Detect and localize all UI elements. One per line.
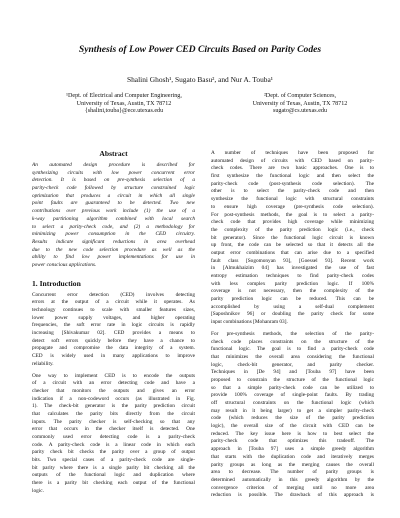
text-line: accomplished by using a self-dual complement xyxy=(211,303,374,310)
text-line: so that a simple parity-check code can be utilized to xyxy=(211,384,374,391)
text-line: the complexity of the parity prediction logic (i.e., check xyxy=(211,226,374,233)
affiliation-line: University of Texas, Austin, TX 78712 xyxy=(76,100,172,107)
text-line: technology continues to scale with smaller features sizes, xyxy=(32,307,195,313)
text-line: errors at the output of a circuit while it operates. As xyxy=(32,299,195,306)
paper-title: Synthesis of Low Power CED Circuits Based on Parity Codes xyxy=(78,44,322,55)
text-line: code. A parity-check code is a linear code in which each xyxy=(32,441,195,448)
text-line: functional logic. The goal is to find a parity-check code xyxy=(211,346,374,353)
text-line: For post-synthesis methods, the goal is to select a parity- xyxy=(211,211,374,218)
text-line: lower power supply voltages, and higher operating xyxy=(32,314,195,321)
text-line: logic. xyxy=(32,487,44,494)
text-line: inputs. The parity checker is self-checking so that any xyxy=(32,418,195,425)
left-column xyxy=(32,148,195,496)
text-line: approach in [Touba 97] uses a simple greedy algorithm xyxy=(211,446,374,453)
affiliation-email: sugato@cs.utexas.edu xyxy=(272,108,327,115)
text-line: CED is widely used in many applications to improve xyxy=(32,353,195,360)
abstract-text xyxy=(32,162,195,270)
text-line: area to decrease. The number of parity groups is xyxy=(211,469,374,476)
right-paragraph-1 xyxy=(211,150,374,327)
text-line: to select a parity-check code, and (2) a methodology for xyxy=(32,223,195,230)
text-line: optimization that produces a circuit in which all single xyxy=(32,192,195,199)
intro-paragraph-2 xyxy=(32,373,195,496)
text-line: output error combinations that can arise due to a specified xyxy=(211,249,374,256)
text-line: commonly used error detecting code is a parity-check xyxy=(32,434,195,440)
text-line: parity check bit checks the parity over a group of output xyxy=(32,449,195,456)
text-line: contributions over previous work include (1) the use of a xyxy=(32,208,195,215)
text-line: code (which reduces the size of the parity prediction xyxy=(211,415,374,422)
text-line: point faults are guaranteed to be detected. Two new xyxy=(32,200,195,207)
text-line: with less complex parity prediction logic. If 100% xyxy=(211,280,374,287)
text-line: bits. Two special cases of a parity-check code are single- xyxy=(32,457,195,464)
text-line: that calculates the parity bits directly from the circuit xyxy=(32,410,195,417)
text-line: in [Almukhaizim 04] has investigated the use of fast xyxy=(211,265,374,272)
text-line: Concurrent error detection (CED) involves detecting xyxy=(32,291,195,298)
text-line: there is a parity bit checking each output of the functional xyxy=(32,480,195,487)
text-line: provide 100% coverage of single-point faults. By trading xyxy=(211,392,374,399)
text-line: parity-check code (post-synthesis code selection). The xyxy=(211,180,374,187)
text-line: input combinations [Mohanram 03]. xyxy=(211,319,288,326)
text-line: 1). The check-bit generator is the parity prediction circuit xyxy=(32,403,195,410)
text-line: error that occurs in the checker itself is detected. One xyxy=(32,426,195,433)
text-line: For pre-synthesis methods, the selection of the parity- xyxy=(211,330,374,337)
text-line: due to the new code selection procedure as well as the xyxy=(32,246,195,253)
text-line: reduced. The key issue here is how to best select the xyxy=(211,430,374,437)
text-line: that starts with the duplication code and iteratively merges xyxy=(211,453,374,460)
text-line: logic), the overall size of the circuit with CED can be xyxy=(211,423,374,430)
text-line: logic, check-bit generator, and parity checker. xyxy=(211,361,374,368)
text-line: to ensure high coverage (pre-synthesis code selection). xyxy=(211,203,374,210)
text-line: parity-check code followed by structure constrained logic xyxy=(32,185,195,192)
text-line: checker that monitors the outputs and gives an error xyxy=(32,387,195,394)
text-line: detect soft errors quickly before they have a chance to xyxy=(32,337,195,344)
text-line: ability to find low power implementations for use in xyxy=(32,254,195,261)
affiliation-line: University of Texas, Austin, TX 78712 xyxy=(252,100,348,107)
text-line: outputs of the functional logic and duplication where xyxy=(32,472,195,479)
author-list: Shalini Ghosh¹, Sugato Basu², and Nur A. Touba¹ xyxy=(127,75,273,84)
text-line: that minimizes the overall area considering the functional xyxy=(211,353,374,360)
text-line: bit generator). Since the functional logic circuit is known xyxy=(211,234,374,241)
text-line: parity prediction logic can be reduced. This can be xyxy=(211,296,374,303)
text-line: A number of techniques have been proposed for xyxy=(211,150,374,156)
right-paragraph-2 xyxy=(211,331,374,500)
text-line: may result in it being larger) to get a simpler parity-check xyxy=(211,407,374,414)
text-line: reduction is possible. The drawback of this approach is xyxy=(211,492,374,499)
text-line: reliability. xyxy=(32,360,54,367)
intro-paragraph-1 xyxy=(32,292,195,369)
text-line: propagate and compromise the data integrity of a system. xyxy=(32,345,195,352)
text-line: check code that provides high coverage while minimizing xyxy=(211,219,374,226)
text-line: An automated design procedure is described for xyxy=(32,162,195,168)
text-line: k-way partitioning algorithm combined with local search xyxy=(32,215,195,222)
text-line: Results indicate significant reductions in area overhead xyxy=(32,238,195,245)
text-line: One way to implement CED is to encode the outputs xyxy=(32,372,195,379)
affiliation-left xyxy=(44,93,204,116)
affiliation-right xyxy=(220,93,380,116)
text-line: up front, the code can be selected so that it detects all the xyxy=(211,242,374,249)
text-line: indication if a non-codeword occurs (as illustrated in Fig. xyxy=(32,395,195,402)
text-line: increasing [Shivakumar 02]. CED provides a means to xyxy=(32,330,195,337)
text-line: convergence criterion of merging until no more area xyxy=(211,484,374,491)
abstract-heading: Abstract xyxy=(99,149,128,158)
introduction-heading: 1. Introduction xyxy=(32,278,81,288)
text-line: parity-check code that optimizes this tradeoff. The xyxy=(211,438,374,445)
text-line: minimizing power consumption in the CED circuitry. xyxy=(32,231,195,238)
right-column xyxy=(211,150,374,500)
text-line: fault class [Sogomonyan 93], [Goessel 93]. Recent work xyxy=(211,257,374,264)
affiliation-email: {shalini,touba}@ece.utexas.edu xyxy=(84,108,164,115)
text-line: entropy estimation techniques to find parity-check codes xyxy=(211,273,374,279)
affiliation-line: ²Dept. of Computer Sciences, xyxy=(263,93,337,99)
text-line: detection. It is based on pre-synthesis selection of a xyxy=(32,177,195,184)
text-line: synthesize the functional logic with structural constraints xyxy=(211,196,374,203)
affiliation-line: ¹Dept. of Electrical and Computer Engineering, xyxy=(66,93,182,99)
text-line: check codes. There are two basic approaches. One is to xyxy=(211,165,374,172)
text-line: [Saposhnikov 96] or doubling the parity check for some xyxy=(211,311,374,318)
text-line: synthesizing circuits with low power concurrent error xyxy=(32,169,195,176)
text-line: other is to select the parity-check code and then xyxy=(211,188,374,195)
text-line: automated design of circuits with CED based on parity- xyxy=(211,157,374,164)
text-line: first synthesize the functional logic and then select the xyxy=(211,173,374,180)
text-line: frequencies, the soft error rate in logic circuits is rapidly xyxy=(32,322,195,329)
text-line: Techniques in [De 94] and [Touba 97] have been xyxy=(211,369,374,376)
text-line: of a circuit with an error detecting code and have a xyxy=(32,380,195,387)
text-line: parity groups as long as the merging causes the overall xyxy=(211,461,374,468)
text-line: determined automatically in this greedy algorithm by the xyxy=(211,476,374,483)
text-line: check code places constraints on the structure of the xyxy=(211,338,374,345)
text-line: coverage is not necessary, then the complexity of the xyxy=(211,288,374,295)
text-line: off structural constraints on the functional logic (which xyxy=(211,400,374,406)
text-line: power conscious applications. xyxy=(32,261,97,268)
text-line: bit parity where there is a single parity bit checking all the xyxy=(32,464,195,471)
text-line: proposed to constrain the structure of the functional logic xyxy=(211,376,374,383)
